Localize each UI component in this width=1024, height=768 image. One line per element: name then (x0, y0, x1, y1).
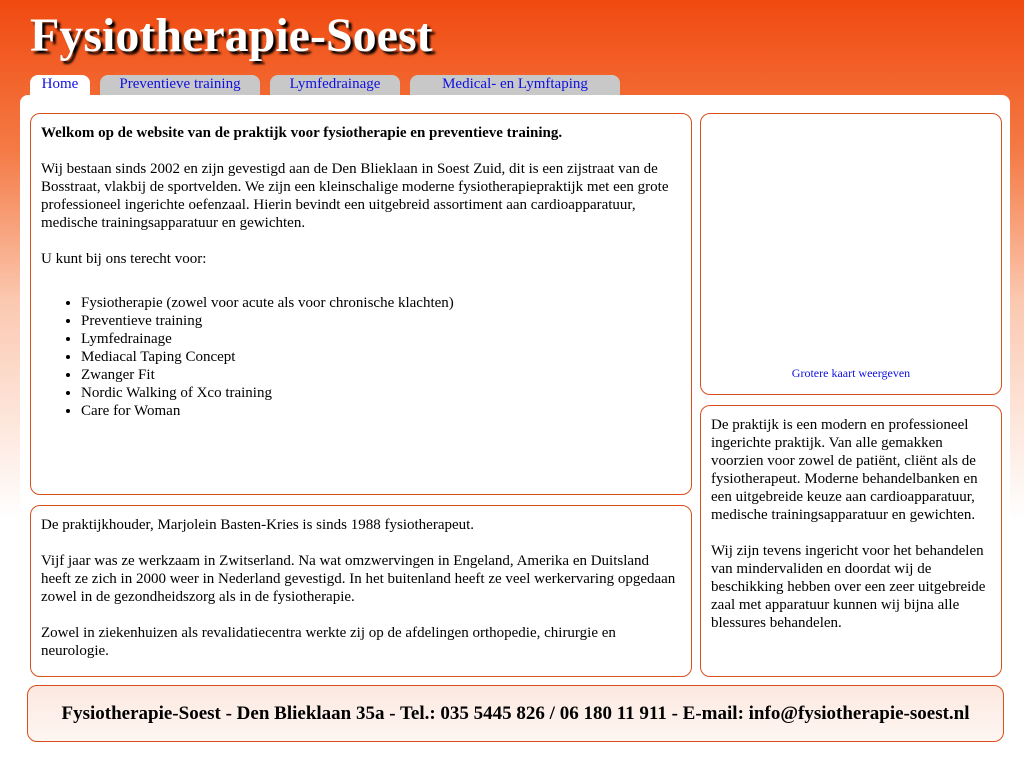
services-list (41, 294, 681, 420)
welcome-heading: Welkom op de website van de praktijk voor fysiotherapie en preventieve training. (41, 125, 563, 141)
welcome-intro-paragraph: Wij bestaan sinds 2002 en zijn gevestigd aan de Den Blieklaan in Soest Zuid, dit is een zijstraat van de Bosstraat, vlakbij de sportvelden. We zijn een kleinschalige moderne fysiotherapiepraktijk met een grote professioneel ingerichte oefenzaal. Hierin bevindt een uitgebreid assortiment aan cardioapparatuur, medische trainingsapparatuur en gewichten. (41, 161, 669, 231)
list-item: • Lymfedrainage (81, 330, 681, 348)
list-item: • Nordic Walking of Xco training (81, 384, 681, 402)
practice-box (700, 405, 1002, 677)
owner-paragraph: Vijf jaar was ze werkzaam in Zwitserland. Na wat omzwervingen in Engeland, Amerika en Duitsland heeft ze zich in 2000 weer in Nederland gevestigd. In het buitenland heeft ze veel werkervaring opgedaan zowel in de gezondheidszorg als in de fysiotherapie. (41, 553, 676, 605)
list-item: • Zwanger Fit (81, 366, 681, 384)
content-container (20, 95, 1010, 690)
larger-map-link[interactable]: Grotere kaart weergeven (791, 366, 911, 380)
list-item: • Mediacal Taping Concept (81, 348, 681, 366)
welcome-box (30, 113, 692, 495)
owner-paragraph: De praktijkhouder, Marjolein Basten-Kries is sinds 1988 fysiotherapeut. (41, 517, 475, 533)
map-box (700, 113, 1002, 395)
practice-paragraph: De praktijk is een modern en professioneel ingerichte praktijk. Van alle gemakken voorzien voor zowel de patiënt, cliënt als de fysiotherapeut. Moderne behandelbanken en een uitgebreide keuze aan cardioapparatuur, medische trainingsapparatuur en gewichten. (711, 417, 978, 523)
list-item: • Fysiotherapie (zowel voor acute als voor chronische klachten) (81, 294, 681, 312)
tab-medical-lymftaping[interactable]: Medical- en Lymftaping (410, 75, 620, 95)
owner-box (30, 505, 692, 677)
tab-home[interactable]: Home (30, 75, 90, 95)
list-item: • Care for Woman (81, 402, 681, 420)
site-title: Fysiotherapie-Soest (30, 9, 433, 62)
practice-paragraph: Wij zijn tevens ingericht voor het behandelen van mindervaliden en doordat wij de beschikking hebben over een zeer uitgebreide zaal met apparatuur kunnen wij bijna alle blessures behandelen. (711, 543, 986, 631)
welcome-services-intro: U kunt bij ons terecht voor: (41, 251, 207, 267)
tab-lymfedrainage[interactable]: Lymfedrainage (270, 75, 400, 95)
tab-preventieve-training[interactable]: Preventieve training (100, 75, 260, 95)
footer-contact: Fysiotherapie-Soest - Den Blieklaan 35a - Tel.: 035 5445 826 / 06 180 11 911 - E-mail: info@fysiotherapie-soest.nl (27, 685, 1004, 742)
list-item: • Preventieve training (81, 312, 681, 330)
owner-paragraph: Zowel in ziekenhuizen als revalidatiecentra werkte zij op de afdelingen orthopedie, chirurgie en neurologie. (41, 625, 616, 659)
